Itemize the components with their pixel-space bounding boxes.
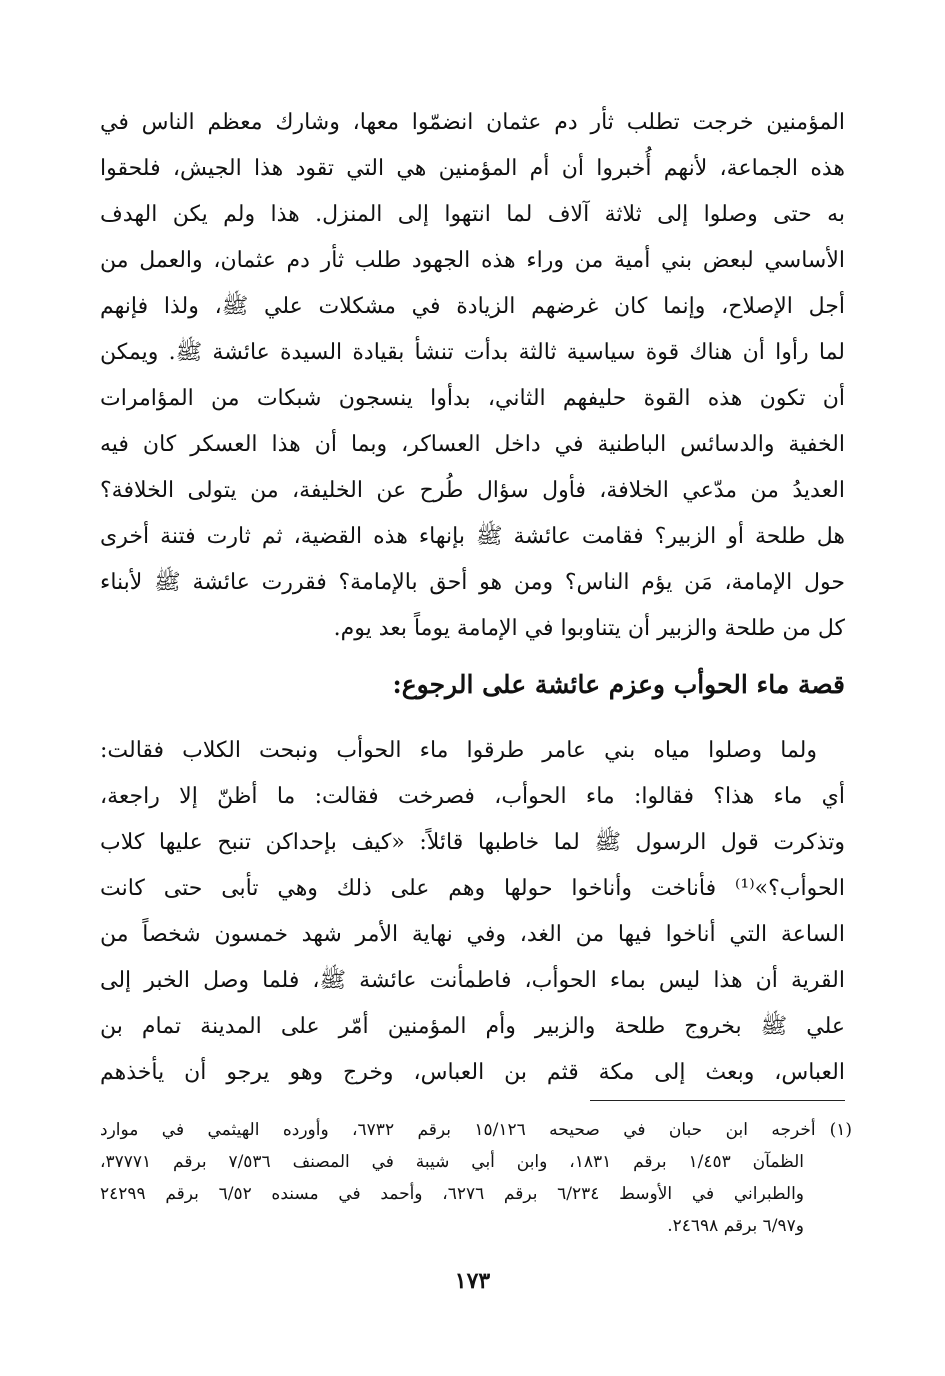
text-line: هذه الجماعة، لأنهم أُخبروا أن أم المؤمنين هي التي تقود هذا الجيش، فلحقوا (100, 156, 845, 181)
text-line: العديدُ من مدّعي الخلافة، فأول سؤال طُرح عن الخليفة، من يتولى الخلافة؟ (100, 478, 845, 503)
footnote-line (100, 1114, 852, 1146)
text-line: الساعة التي أناخوا فيها من الغد، وفي نهاية الأمر شهد خمسون شخصاً من (100, 922, 845, 947)
page-number: ١٧٣ (454, 1268, 491, 1294)
text-line: وتذكرت قول الرسول ﷺ لما خاطبها قائلاً: «كيف بإحداكن تنبح عليها كلاب (100, 830, 845, 855)
text-line: حول الإمامة، مَن يؤم الناس؟ ومن هو أحق بالإمامة؟ فقررت عائشة ﷺ لأبناء (100, 570, 845, 595)
text-line: الحوأب؟»⁽¹⁾ فأناخت وأناخوا حولها وهم على ذلك وهي تأبى حتى كانت (100, 876, 845, 901)
text-line: القرية أن هذا ليس بماء الحوأب، فاطمأنت عائشة ﷺ، فلما وصل الخبر إلى (100, 968, 845, 993)
footnote-line: الظمآن ١/٤٥٣ برقم ١٨٣١، وابن أبي شيبة في المصنف ٧/٥٣٦ برقم ٣٧٧٧١، (100, 1152, 804, 1172)
footnote-divider (590, 1100, 845, 1101)
body-paragraph-1 (100, 100, 845, 652)
footnote (100, 1114, 852, 1242)
footnote-line: والطبراني في الأوسط ٦/٢٣٤ برقم ٦٢٧٦، وأحمد في مسنده ٦/٥٢ برقم ٢٤٢٩٩ (100, 1184, 805, 1204)
text-line: علي ﷺ بخروج طلحة والزبير وأم المؤمنين أمّر على المدينة تمام بن (100, 1014, 845, 1039)
text-line: كل من طلحة والزبير أن يتناوبوا في الإمامة يوماً بعد يوم. (333, 616, 845, 641)
text-line: المؤمنين خرجت تطلب ثأر دم عثمان انضمّوا معها، وشارك معظم الناس في (100, 110, 845, 135)
text-line: العباس، وبعث إلى مكة قثم بن العباس، وخرج وهو يرجو أن يأخذهم (100, 1060, 845, 1085)
text-line: به حتى وصلوا إلى ثلاثة آلاف لما انتهوا إلى المنزل. هذا ولم يكن الهدف (100, 202, 845, 227)
text-line: أي ماء هذا؟ فقالوا: ماء الحوأب، فصرخت فقالت: ما أظنّ إلا راجعة، (100, 784, 845, 809)
footnote-text: أخرجه ابن حبان في صحيحه ١٥/١٢٦ برقم ٦٧٣٢، وأورده الهيثمي في موارد (100, 1120, 816, 1140)
text-line: ولما وصلوا مياه بني عامر طرقوا ماء الحوأب ونبحت الكلاب فقالت: (100, 738, 817, 763)
text-line: أجل الإصلاح، وإنما كان غرضهم الزيادة في مشكلات علي ﷺ، ولذا فإنهم (100, 294, 845, 319)
text-line: الخفية والدسائس الباطنية في داخل العساكر، وبما أن هذا العسكر كان فيه (100, 432, 845, 457)
text-line: هل طلحة أو الزبير؟ فقامت عائشة ﷺ بإنهاء هذه القضية، ثم ثارت فتنة أخرى (100, 524, 845, 549)
section-heading: قصة ماء الحوأب وعزم عائشة على الرجوع: (392, 670, 845, 699)
text-line: الأساسي لبعض بني أمية من وراء هذه الجهود طلب ثأر دم عثمان، والعمل من (100, 248, 845, 273)
footnote-line: و٦/٩٧ برقم ٢٤٦٩٨. (667, 1216, 804, 1236)
footnote-marker: (١) (829, 1120, 852, 1140)
body-paragraph-2 (100, 728, 845, 1096)
text-line: لما رأوا أن هناك قوة سياسية ثالثة بدأت تنشأ بقيادة السيدة عائشة ﷺ. ويمكن (100, 340, 845, 365)
text-line: أن تكون هذه القوة حليفهم الثاني، بدأوا ينسجون شبكات من المؤامرات (100, 386, 845, 411)
